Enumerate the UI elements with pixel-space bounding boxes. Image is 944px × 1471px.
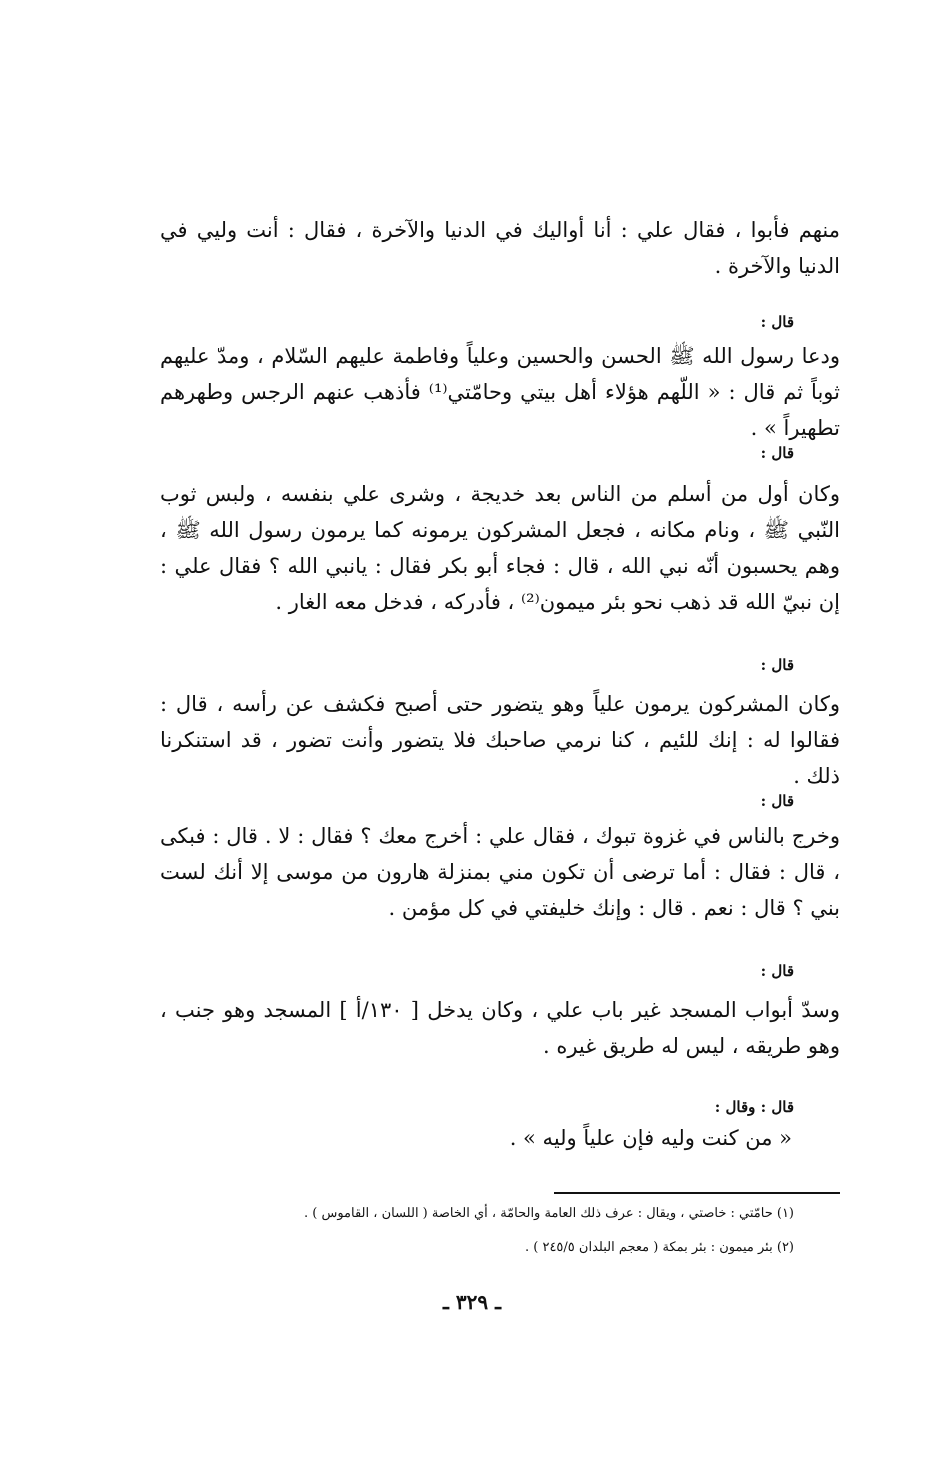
section-heading-2: قال : (760, 313, 794, 331)
paragraph-3: وكان أول من أسلم من الناس بعد خديجة ، وشرى علي بنفسه ، ولبس ثوب النّبي ﷺ ، ونام مكانه ، فجعل المشركون يرمونه كما يرمون رسول الله ﷺ ، وهم يحسبون أنّه نبي الله ، قال : فجاء أبو بكر فقال : يانبي الله ؟ فقال علي : إن نبيّ الله قد ذهب نحو بئر ميمون⁽²⁾ ، فأدركه ، فدخل معه الغار . (160, 482, 840, 614)
section-heading-7: قال : وقال : (714, 1098, 794, 1116)
quote-line: « من كنت وليه فإن علياً وليه » . (509, 1126, 792, 1150)
footnote-2: (٢) بئر ميمون : بئر بمكة ( معجم البلدان ٢٤٥/٥ ) . (525, 1240, 794, 1255)
paragraph-2: ودعا رسول الله ﷺ الحسن والحسين وعلياً وفاطمة عليهم السّلام ، ومدّ عليهم ثوباً ثم قال : « اللّهم هؤلاء أهل بيتي وحامّتي⁽¹⁾ فأذهب عنهم الرجس وطهرهم تطهيراً » . (160, 344, 840, 440)
footnote-divider (554, 1192, 840, 1194)
page-number: ـ ٣٢٩ ـ (443, 1290, 501, 1314)
section-heading-6: قال : (760, 962, 794, 980)
paragraph-6: وسدّ أبواب المسجد غير باب علي ، وكان يدخل [ ١٣٠/أ ] المسجد وهو جنب ، وهو طريقه ، ليس له طريق غيره . (160, 998, 841, 1058)
footnote-1: (١) حامّتي : خاصتي ، ويقال : عرف ذلك العامة والحامّة ، أي الخاصة ( اللسان ، القاموس ) . (303, 1206, 794, 1221)
paragraph-4: وكان المشركون يرمون علياً وهو يتضور حتى أصبح فكشف عن رأسه ، قال : فقالوا له : إنك للئيم ، كنا نرمي صاحبك فلا يتضور وأنت تضور ، قد استنكرنا ذلك . (160, 692, 840, 788)
section-heading-4: قال : (760, 656, 794, 674)
section-heading-3: قال : (760, 444, 794, 462)
paragraph-5: وخرج بالناس في غزوة تبوك ، فقال علي : أخرج معك ؟ فقال : لا . قال : فبكى ، قال : فقال : أما ترضى أن تكون مني بمنزلة هارون من موسى إلا أنك لست بني ؟ قال : نعم . قال : وإنك خليفتي في كل مؤمن . (160, 824, 840, 920)
section-heading-5: قال : (760, 792, 794, 810)
paragraph-1: منهم فأبوا ، فقال علي : أنا أواليك في الدنيا والآخرة ، فقال : أنت وليي في الدنيا والآخرة . (160, 218, 840, 278)
